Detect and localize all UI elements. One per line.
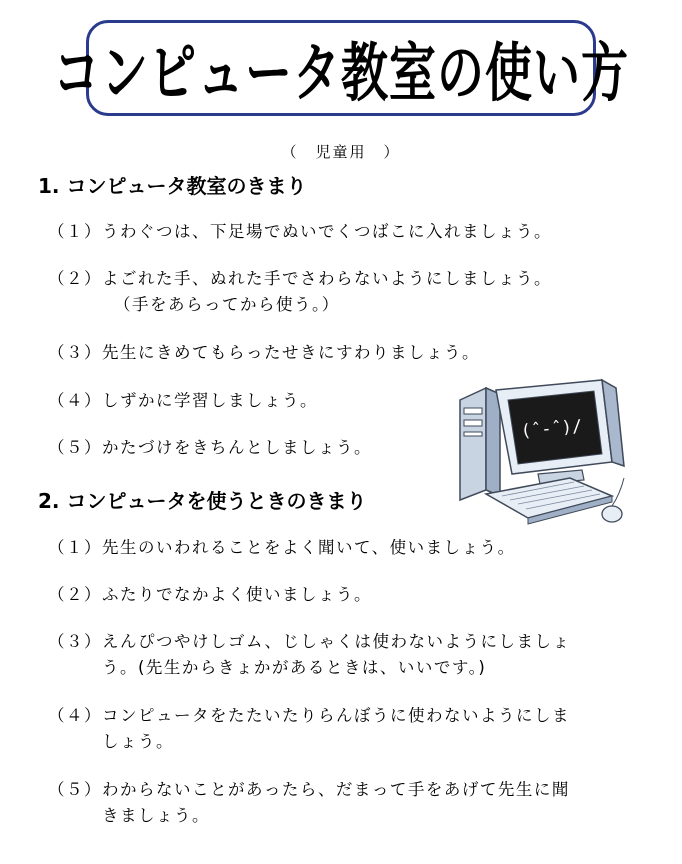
item-number: （２） <box>48 585 102 604</box>
subtitle: （ 児童用 ） <box>281 143 401 161</box>
computer-illustration <box>452 378 632 526</box>
item-text-continued: しょう。 <box>102 732 174 751</box>
item-text: しずかに学習しましょう。 <box>102 391 318 410</box>
item-text-continued: う。(先生からきょかがあるときは、いいです。) <box>102 658 487 677</box>
title-frame <box>53 20 629 116</box>
section-heading-2: 2. コンピュータを使うときのきまり <box>38 489 367 513</box>
item-text-continued: （手をあらってから使う。） <box>114 295 340 314</box>
item-number: （１） <box>48 222 102 241</box>
list-item <box>48 777 570 829</box>
section-heading-1: 1. コンピュータ教室のきまり <box>38 174 307 198</box>
list-item <box>48 629 571 681</box>
item-number: （２） <box>48 269 102 288</box>
page-title: コンピュータ教室の使い方 <box>53 36 629 111</box>
item-number: （５） <box>48 780 102 799</box>
item-number: （５） <box>48 438 102 457</box>
list-item <box>48 535 516 561</box>
list-item <box>48 582 372 608</box>
item-text: わからないことがあったら、だまって手をあげて先生に聞 <box>102 780 570 799</box>
list-item <box>48 266 552 318</box>
item-number: （３） <box>48 343 102 362</box>
item-text: えんぴつやけしゴム、じしゃくは使わないようにしましょ <box>102 632 571 651</box>
item-text-continued: きましょう。 <box>102 806 210 825</box>
item-text: うわぐつは、下足場でぬいでくつばこに入れましょう。 <box>102 222 552 241</box>
item-text: ふたりでなかよく使いましょう。 <box>102 585 372 604</box>
item-number: （４） <box>48 706 102 725</box>
item-text: よごれた手、ぬれた手でさわらないようにしましょう。 <box>102 269 552 288</box>
list-item <box>48 340 480 366</box>
item-number: （３） <box>48 632 102 651</box>
list-item <box>48 435 372 461</box>
item-text: かたづけをきちんとしましょう。 <box>102 438 372 457</box>
item-text: 先生のいわれることをよく聞いて、使いましょう。 <box>102 538 516 557</box>
item-number: （４） <box>48 391 102 410</box>
list-item <box>48 703 570 755</box>
item-number: （１） <box>48 538 102 557</box>
item-text: コンピュータをたたいたりらんぼうに使わないようにしま <box>102 706 570 725</box>
screen-face: (ˆ-ˆ)/ <box>520 416 584 442</box>
item-text: 先生にきめてもらったせきにすわりましょう。 <box>102 343 480 362</box>
list-item <box>48 388 318 414</box>
list-item <box>48 219 552 245</box>
